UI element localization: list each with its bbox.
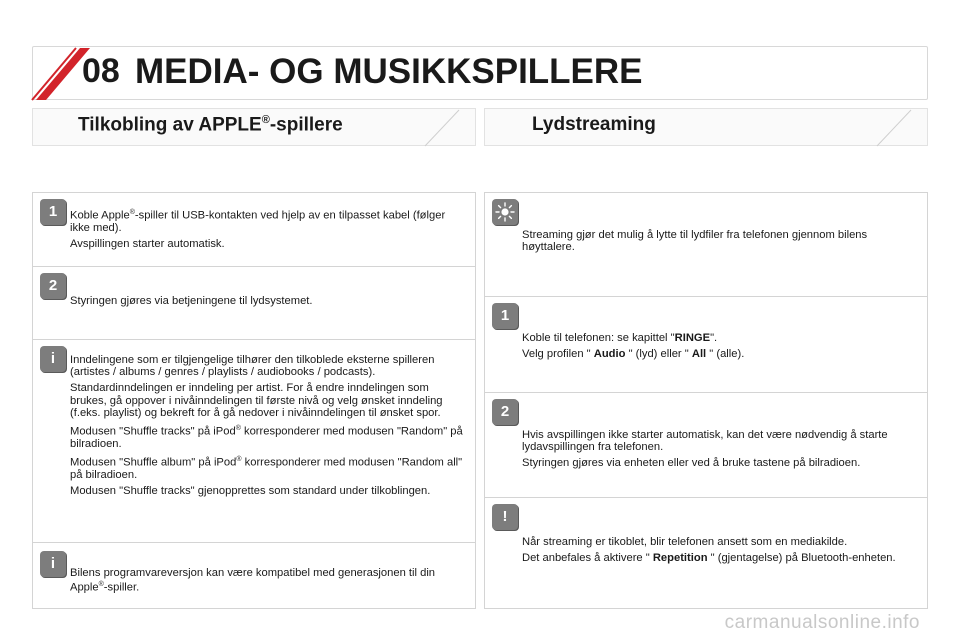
left-content-panel bbox=[32, 192, 476, 609]
list-item bbox=[485, 498, 927, 609]
tip-sun-icon bbox=[492, 199, 518, 225]
section-title-streaming: Lydstreaming bbox=[532, 114, 656, 135]
section-title-apple: Tilkobling av APPLE®-spillere bbox=[78, 114, 343, 136]
list-item bbox=[33, 340, 475, 543]
item-text: Koble Apple®-spiller til USB-kontakten ved hjelp av en tilpasset kabel (følger ikke med). Avspillingen starter automatisk. bbox=[70, 209, 446, 251]
heading-divider-line bbox=[867, 109, 927, 147]
item-text: Når streaming er tikoblet, blir telefonen ansett som en mediakilde. Det anbefales å aktivere " Repetition " (gjentagelse) på Bluetooth-enheten. bbox=[522, 536, 896, 565]
step-badge-2: 2 bbox=[40, 273, 66, 299]
list-item bbox=[485, 393, 927, 498]
chapter-number: 08 bbox=[82, 52, 120, 90]
info-badge: i bbox=[40, 551, 66, 577]
warning-badge: ! bbox=[492, 504, 518, 530]
step-badge-1: 1 bbox=[40, 199, 66, 225]
list-item bbox=[33, 267, 475, 340]
list-item bbox=[485, 193, 927, 297]
list-item bbox=[33, 193, 475, 267]
info-badge: i bbox=[40, 346, 66, 372]
item-text: Inndelingene som er tilgjengelige tilhører den tilkoblede eksterne spilleren (artistes / albums / genres / playlists / audiobooks / podcasts). Standardinndelingen er inndeling per artist. For å endre inndelingen som brukes, gå oppover i nivåinndelingen til første nivå og velg ønsket inndeling (f.eks. playlist) og bekreft for å gå nedover i nivåinndelingen til ønsket spor. Modusen "Shuffle tracks" på iPod® korresponderer med modusen "Random" på bilradioen. Modusen "Shuffle album" på iPod® korresponderer med modusen "Random all" på bilradioen. Modusen "Shuffle tracks" gjenopprettes som standard under tilkoblingen. bbox=[70, 354, 463, 498]
right-content-panel bbox=[484, 192, 928, 609]
footer-watermark: carmanualsonline.info bbox=[724, 612, 920, 633]
item-text: Hvis avspillingen ikke starter automatisk, kan det være nødvendig å starte lydavspillingen fra telefonen. Styringen gjøres via enheten eller ved å bruke tastene på bilradioen. bbox=[522, 429, 888, 470]
item-text: Bilens programvareversjon kan være kompatibel med generasjonen til din Apple®-spiller. bbox=[70, 567, 436, 594]
item-text: Streaming gjør det mulig å lytte til lydfiler fra telefonen gjennom bilens høyttalere. bbox=[522, 229, 868, 254]
chapter-title: MEDIA- OG MUSIKKSPILLERE bbox=[135, 52, 643, 91]
heading-divider-line bbox=[415, 109, 475, 147]
step-badge-2: 2 bbox=[492, 399, 518, 425]
list-item bbox=[33, 543, 475, 609]
item-text: Styringen gjøres via betjeningene til lydsystemet. bbox=[70, 295, 313, 307]
item-text: Koble til telefonen: se kapittel "RINGE". Velg profilen " Audio " (lyd) eller " All " (alle). bbox=[522, 332, 745, 361]
step-badge-1: 1 bbox=[492, 303, 518, 329]
list-item bbox=[485, 297, 927, 393]
